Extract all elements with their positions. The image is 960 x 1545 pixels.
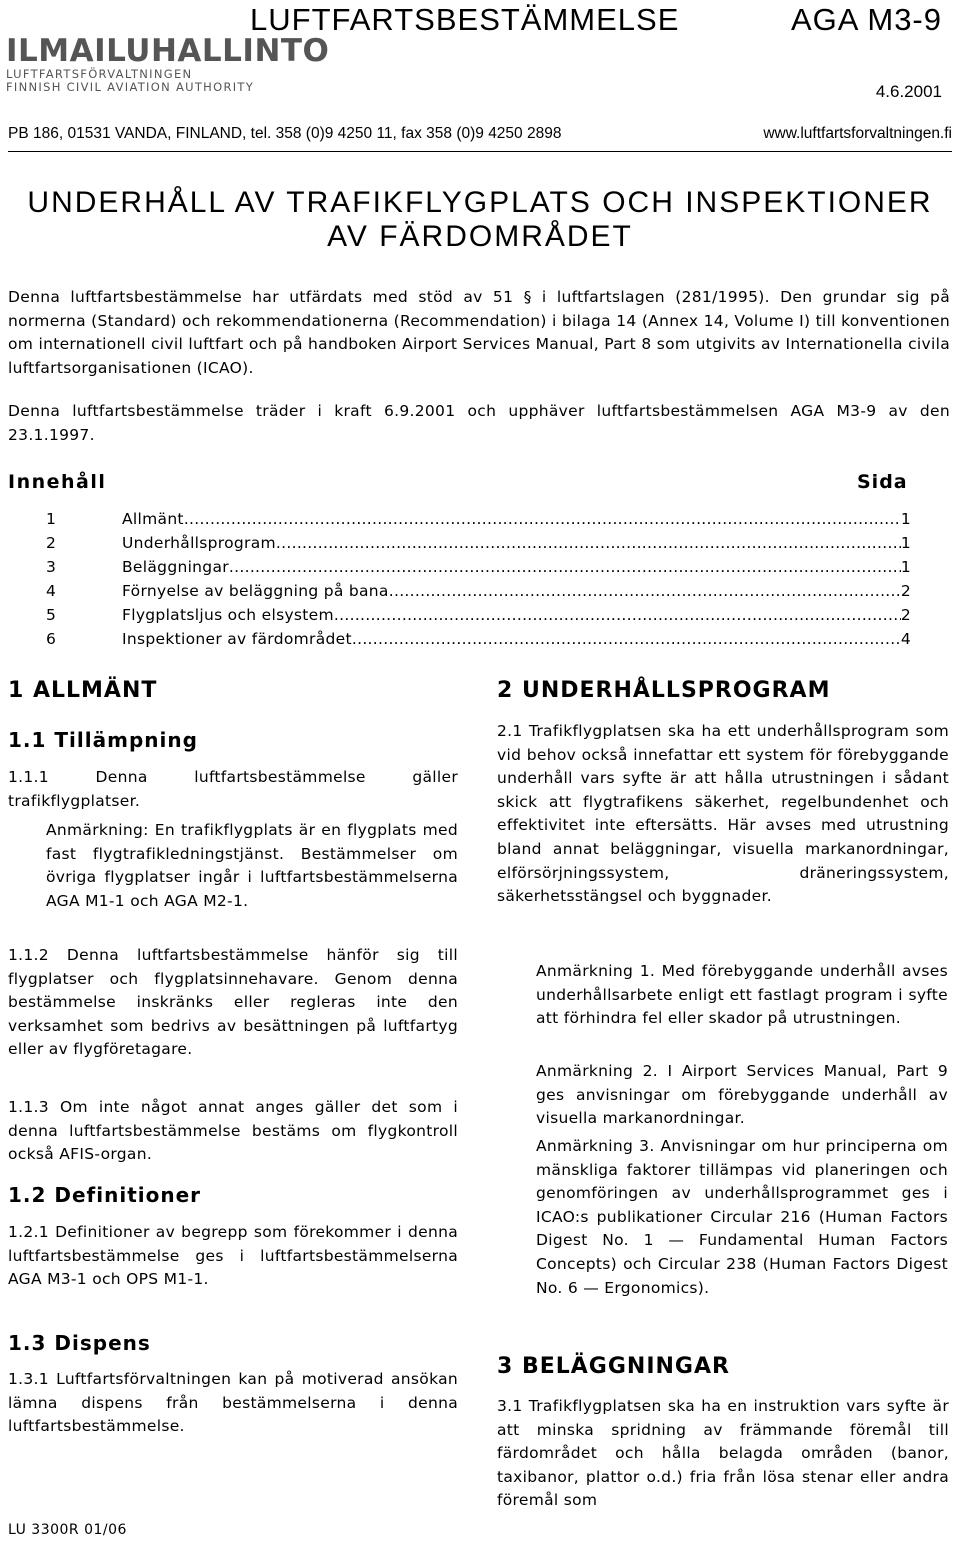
toc-leader-dots — [334, 603, 901, 627]
paragraph-1-2-1: 1.2.1 Definitioner av begrepp som förekommer i denna luftfartsbestämmelse ges i luftfartsbestämmelserna AGA M3-1 och OPS M1-1. — [8, 1223, 458, 1289]
logo-main-text: ILMAILUHALLINTO — [6, 33, 330, 69]
document-type-title: LUFTFARTSBESTÄMMELSE — [250, 2, 680, 37]
toc-item-page: 1 — [900, 534, 911, 552]
paragraph-2-1: 2.1 Trafikflygplatsen ska ha ett underhållsprogram som vid behov också innefattar ett system för förebyggande underhåll vars syfte är att hålla utrustningen i sådant skick att flygtrafikens säkerhet, regelbundenhet och effektivitet inte eftersätts. Här avses med utrustning bland annat beläggningar, visuella markanordningar, elförsörjningssystem, dräneringssystem, säkerhetsstängsel och byggnader. — [497, 722, 949, 906]
section-heading-belaggningar: 3 BELÄGGNINGAR — [497, 1354, 730, 1379]
toc-leader-dots — [352, 627, 901, 651]
toc-item-page: 1 — [900, 558, 911, 576]
intro-paragraph: Denna luftfartsbestämmelse har utfärdats med stöd av 51 § i luftfartslagen (281/1995). Den grundar sig på normerna (Standard) och rekommendationerna (Recommendation) i bilaga 14 (Annex 14, Volume I) till konventionen om internationell civil luftfart och på handboken Airport Services Manual, Part 8 som utgivits av Internationella civila luftfartsorganisationen (ICAO). — [8, 288, 950, 377]
toc-item[interactable] — [46, 603, 911, 627]
subsection-heading-tillampning: 1.1 Tillämpning — [8, 728, 198, 752]
section-heading-underhallsprogram: 2 UNDERHÅLLSPROGRAM — [497, 678, 831, 703]
toc-item-page: 2 — [900, 606, 911, 624]
toc-leader-dots — [276, 531, 901, 555]
toc-leader-dots — [389, 579, 901, 603]
address-bar — [8, 125, 952, 152]
toc-item-number: 4 — [46, 582, 57, 600]
website-link[interactable]: www.luftfartsforvaltningen.fi — [763, 125, 952, 142]
logo-sub-text-2: FINNISH CIVIL AVIATION AUTHORITY — [6, 80, 255, 94]
toc-item[interactable] — [46, 555, 911, 579]
toc-item-page: 1 — [900, 510, 911, 528]
toc-item-number: 2 — [46, 534, 57, 552]
toc-item-number: 6 — [46, 630, 57, 648]
paragraph-1-1-1: 1.1.1 Denna luftfartsbestämmelse gäller trafikflygplatser. — [8, 768, 458, 810]
toc-item-label: Beläggningar — [122, 558, 229, 576]
postal-address: PB 186, 01531 VANDA, FINLAND, tel. 358 (0)9 4250 11, fax 358 (0)9 4250 2898 — [8, 125, 562, 142]
page-title — [0, 186, 960, 254]
toc-item-label: Inspektioner av färdområdet — [122, 630, 352, 648]
toc-item-number: 5 — [46, 606, 57, 624]
paragraph-1-1-3: 1.1.3 Om inte något annat anges gäller det som i denna luftfartsbestämmelse bestäms om flygkontroll också AFIS-organ. — [8, 1098, 458, 1164]
note-3-human-factors: Anmärkning 3. Anvisningar om hur principerna om mänskliga faktorer tillämpas vid planeringen och genomföringen av underhållsprogrammet ges i ICAO:s publikationer Circular 216 (Human Factors Digest No. 1 — Fundamental Human Factors Concepts) och Circular 238 (Human Factors Digest No. 6 — Ergonomics). — [536, 1137, 948, 1297]
toc-item-number: 3 — [46, 558, 57, 576]
page-title-line-1: UNDERHÅLL AV TRAFIKFLYGPLATS OCH INSPEKTIONER — [27, 186, 933, 219]
subsection-heading-dispens: 1.3 Dispens — [8, 1331, 151, 1355]
toc-item-label: Underhållsprogram — [122, 534, 276, 552]
toc-item-number: 1 — [46, 510, 57, 528]
table-of-contents — [46, 507, 911, 651]
document-code: AGA M3-9 — [791, 2, 942, 37]
logo-sub-text-1: LUFTFARTSFÖRVALTNINGEN — [6, 67, 193, 81]
toc-heading: Innehåll — [8, 471, 107, 493]
paragraph-1-3-1: 1.3.1 Luftfartsförvaltningen kan på motiverad ansökan lämna dispens från bestämmelserna i denna luftfartsbestämmelse. — [8, 1370, 458, 1436]
paragraph-1-1-2: 1.1.2 Denna luftfartsbestämmelse hänför sig till flygplatser och flygplatsinnehavare. Genom denna bestämmelse inskränks eller regleras inte den verksamhet som bedrivs av besättningen på luftfartyg eller av flygföretagare. — [8, 946, 458, 1059]
toc-item[interactable] — [46, 627, 911, 651]
form-code-footer: LU 3300R 01/06 — [8, 1522, 127, 1538]
paragraph-3-1: 3.1 Trafikflygplatsen ska ha en instruktion vars syfte är att minska spridning av främmande föremål till färdområdet och hålla belagda områden (banor, taxibanor, plattor o.d.) fria från lösa stenar eller andra föremål som — [497, 1397, 949, 1510]
subsection-heading-definitioner: 1.2 Definitioner — [8, 1183, 202, 1207]
note-2-airport-services-manual: Anmärkning 2. I Airport Services Manual, Part 9 ges anvisningar om förebyggande underhåll av visuella markanordningar. — [536, 1062, 948, 1128]
toc-item[interactable] — [46, 507, 911, 531]
page-title-line-2: AV FÄRDOMRÅDET — [327, 220, 633, 253]
note-1-forebyggande-underhall: Anmärkning 1. Med förebyggande underhåll avses underhållsarbete enligt ett fastlagt program i syfte att förhindra fel eller skador på utrustningen. — [536, 962, 948, 1028]
note-trafikflygplats: Anmärkning: En trafikflygplats är en flygplats med fast flygtrafikledningstjänst. Bestämmelser om övriga flygplatser ingår i luftfartsbestämmelserna AGA M1-1 och AGA M2-1. — [46, 821, 458, 910]
authority-logo — [6, 33, 330, 94]
document-date: 4.6.2001 — [875, 82, 942, 101]
toc-leader-dots — [184, 507, 901, 531]
toc-item-label: Förnyelse av beläggning på bana — [122, 582, 389, 600]
toc-page-heading: Sida — [857, 471, 908, 493]
toc-item-page: 2 — [900, 582, 911, 600]
toc-leader-dots — [229, 555, 901, 579]
validity-paragraph: Denna luftfartsbestämmelse träder i kraft 6.9.2001 och upphäver luftfartsbestämmelsen AGA M3-9 av den 23.1.1997. — [8, 402, 950, 444]
section-heading-allmant: 1 ALLMÄNT — [8, 678, 158, 703]
toc-item-label: Flygplatsljus och elsystem — [122, 606, 334, 624]
toc-item-page: 4 — [900, 630, 911, 648]
toc-item[interactable] — [46, 579, 911, 603]
toc-item-label: Allmänt — [122, 510, 184, 528]
toc-item[interactable] — [46, 531, 911, 555]
